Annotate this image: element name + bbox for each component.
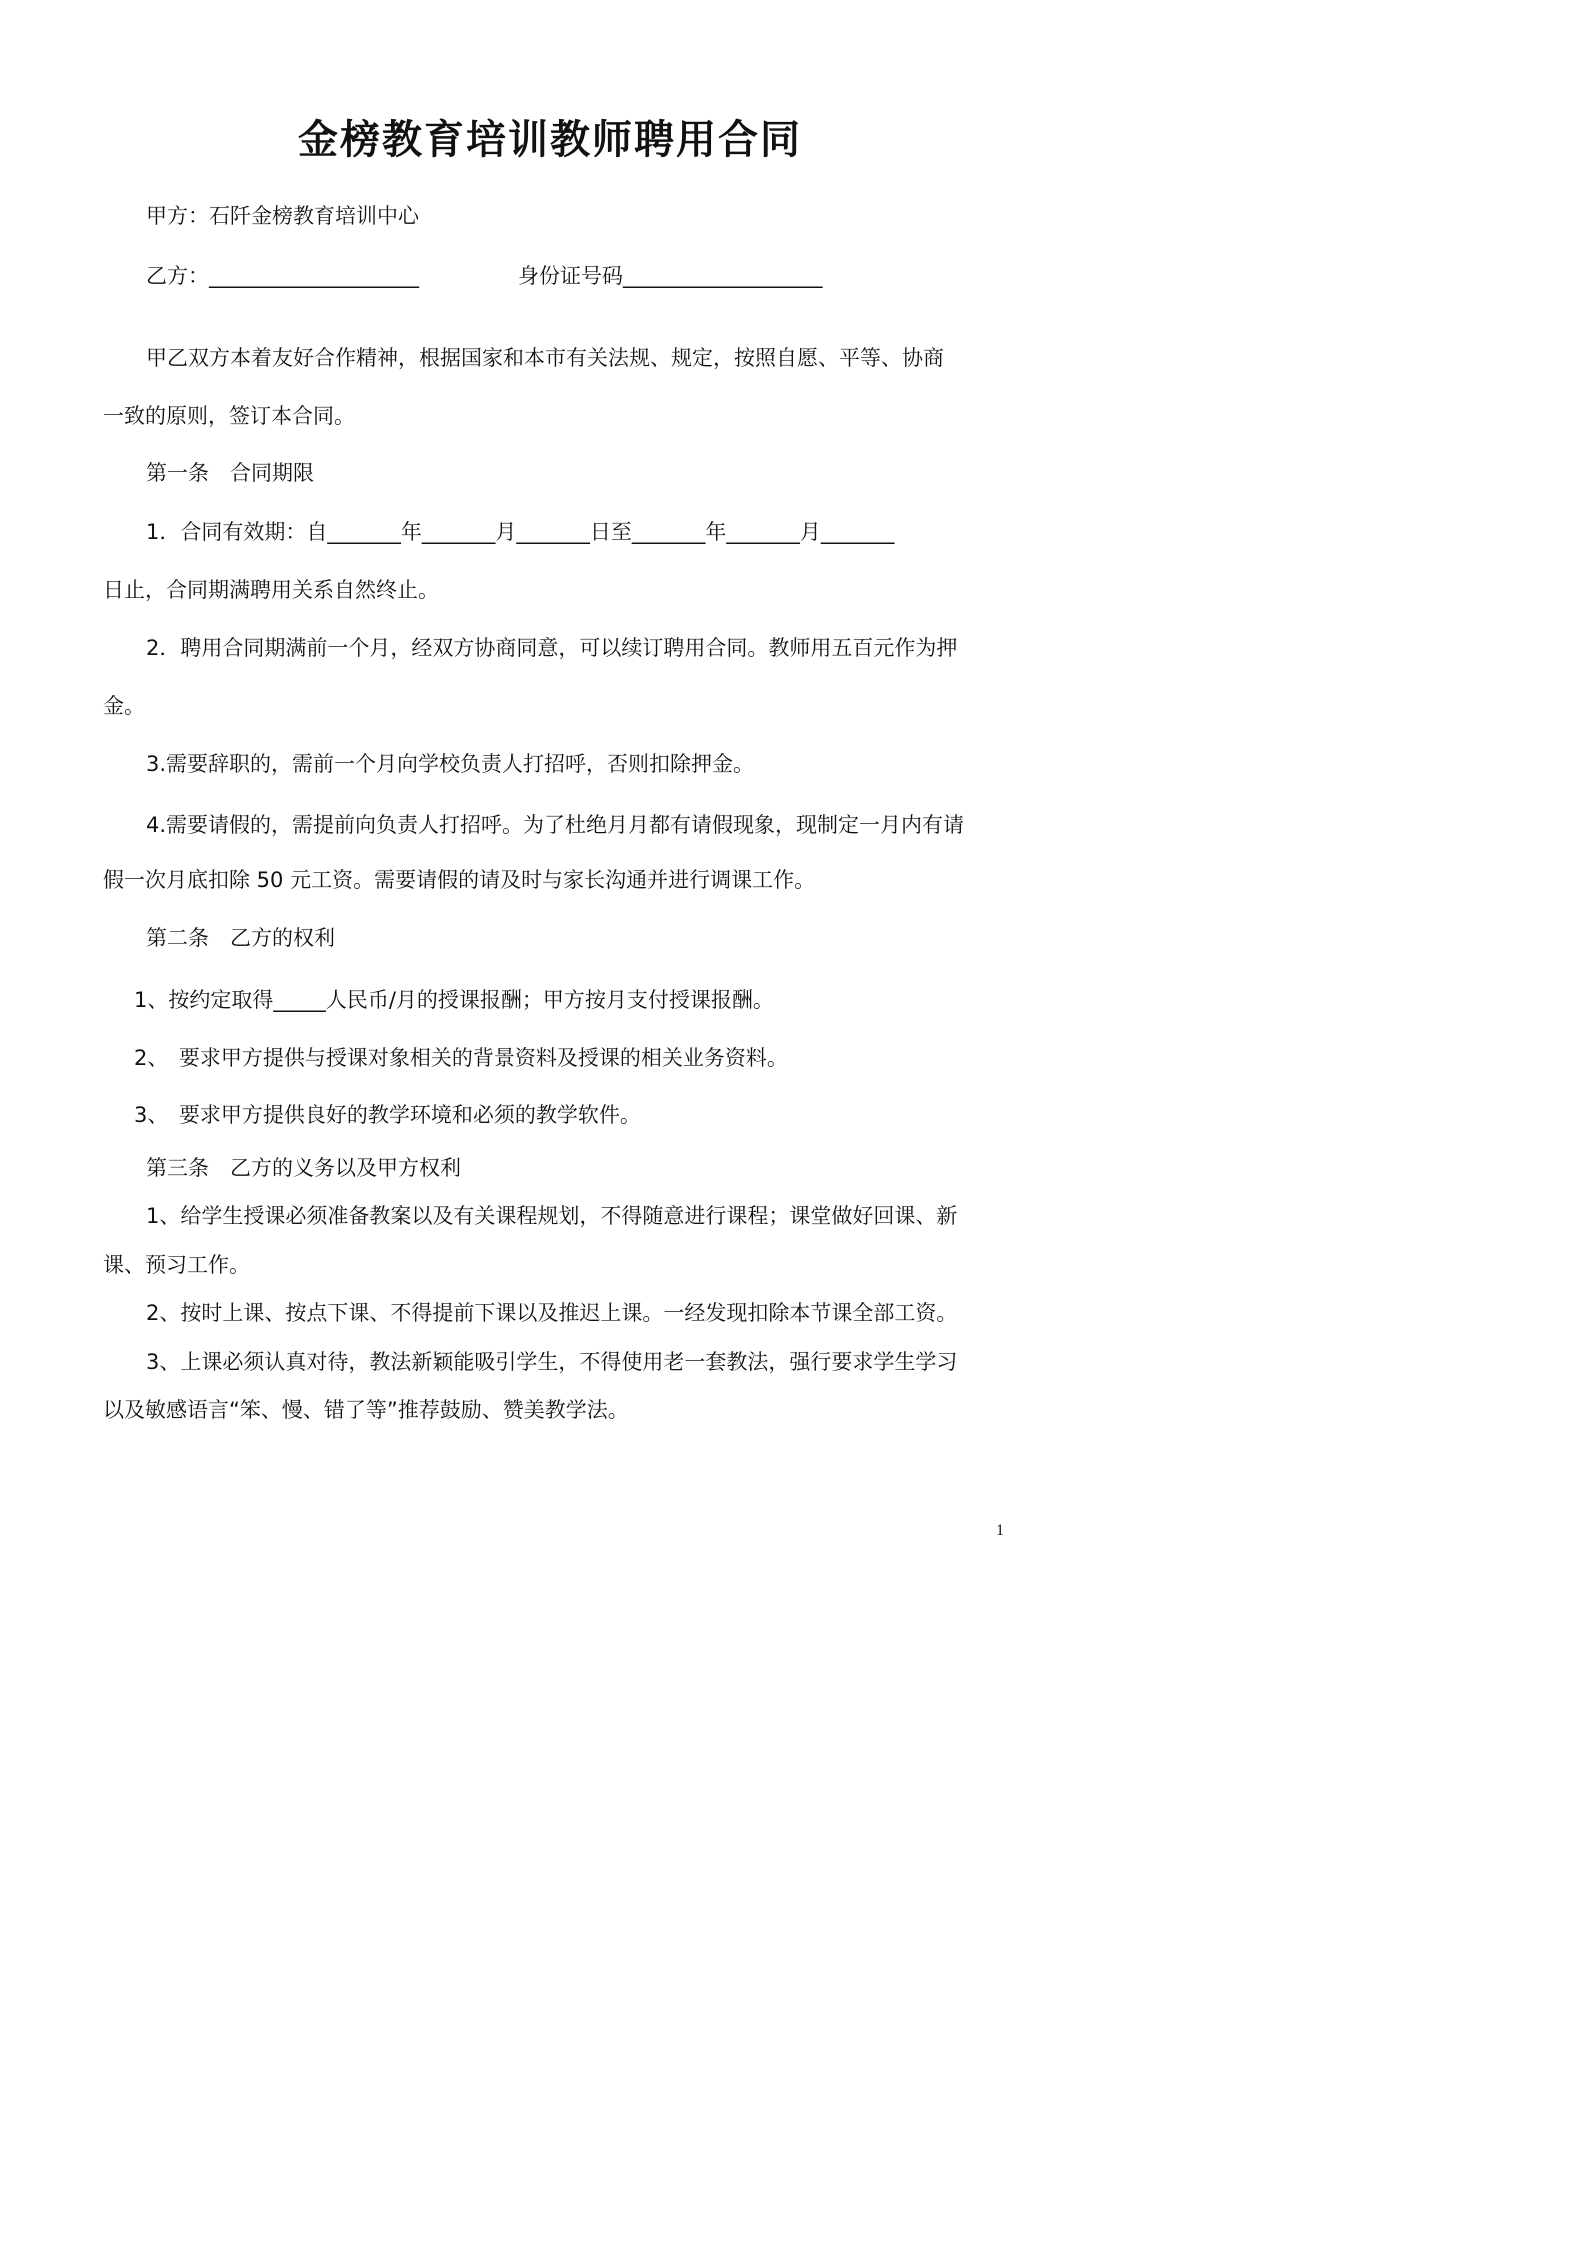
article-3-item-3-line-2: 以及敏感语言“笨、慢、错了等”推荐鼓励、赞美教学法。 [103,1398,629,1422]
article-1-item-3: 3.需要辞职的，需前一个月向学校负责人打招呼，否则扣除押金。 [146,752,755,776]
article-1-item-4-line-2: 假一次月底扣除 50 元工资。需要请假的请及时与家长沟通并进行调课工作。 [103,868,816,892]
article-3-item-1-line-1: 1、给学生授课必须准备教案以及有关课程规划，不得随意进行课程；课堂做好回课、新 [146,1204,958,1228]
article-1-item-1-line-1: 1．合同有效期：自_______年_______月_______日至_______年_______月_______ [146,520,895,544]
party-a: 甲方：石阡金榜教育培训中心 [146,204,419,228]
intro-line-1: 甲乙双方本着友好合作精神，根据国家和本市有关法规、规定，按照自愿、平等、协商 [146,346,944,370]
intro-line-2: 一致的原则，签订本合同。 [103,404,355,428]
article-1-item-2-line-1: 2．聘用合同期满前一个月，经双方协商同意，可以续订聘用合同。教师用五百元作为押 [146,636,958,660]
article-1-item-2-line-2: 金。 [103,694,145,718]
article-3-item-2: 2、按时上课、按点下课、不得提前下课以及推迟上课。一经发现扣除本节课全部工资。 [146,1301,958,1325]
article-2-item-3: 3、 要求甲方提供良好的教学环境和必须的教学软件。 [134,1103,641,1127]
article-3-item-1-line-2: 课、预习工作。 [103,1253,250,1277]
article-1-item-1-line-2: 日止，合同期满聘用关系自然终止。 [103,578,439,602]
id-number-field: 身份证号码___________________ [518,264,823,288]
page-number: 1 [996,1522,1004,1539]
party-b: 乙方：____________________ [146,264,419,288]
article-2-item-2: 2、 要求甲方提供与授课对象相关的背景资料及授课的相关业务资料。 [134,1046,788,1070]
document-title: 金榜教育培训教师聘用合同 [298,117,802,163]
article-3-heading: 第三条 乙方的义务以及甲方权利 [146,1156,461,1180]
article-2-item-1: 1、按约定取得_____人民币/月的授课报酬；甲方按月支付授课报酬。 [134,988,774,1012]
article-3-item-3-line-1: 3、上课必须认真对待，教法新颖能吸引学生，不得使用老一套教法，强行要求学生学习 [146,1350,958,1374]
article-1-heading: 第一条 合同期限 [146,461,314,485]
article-2-heading: 第二条 乙方的权利 [146,926,335,950]
article-1-item-4-line-1: 4.需要请假的，需提前向负责人打招呼。为了杜绝月月都有请假现象，现制定一月内有请 [146,813,965,837]
